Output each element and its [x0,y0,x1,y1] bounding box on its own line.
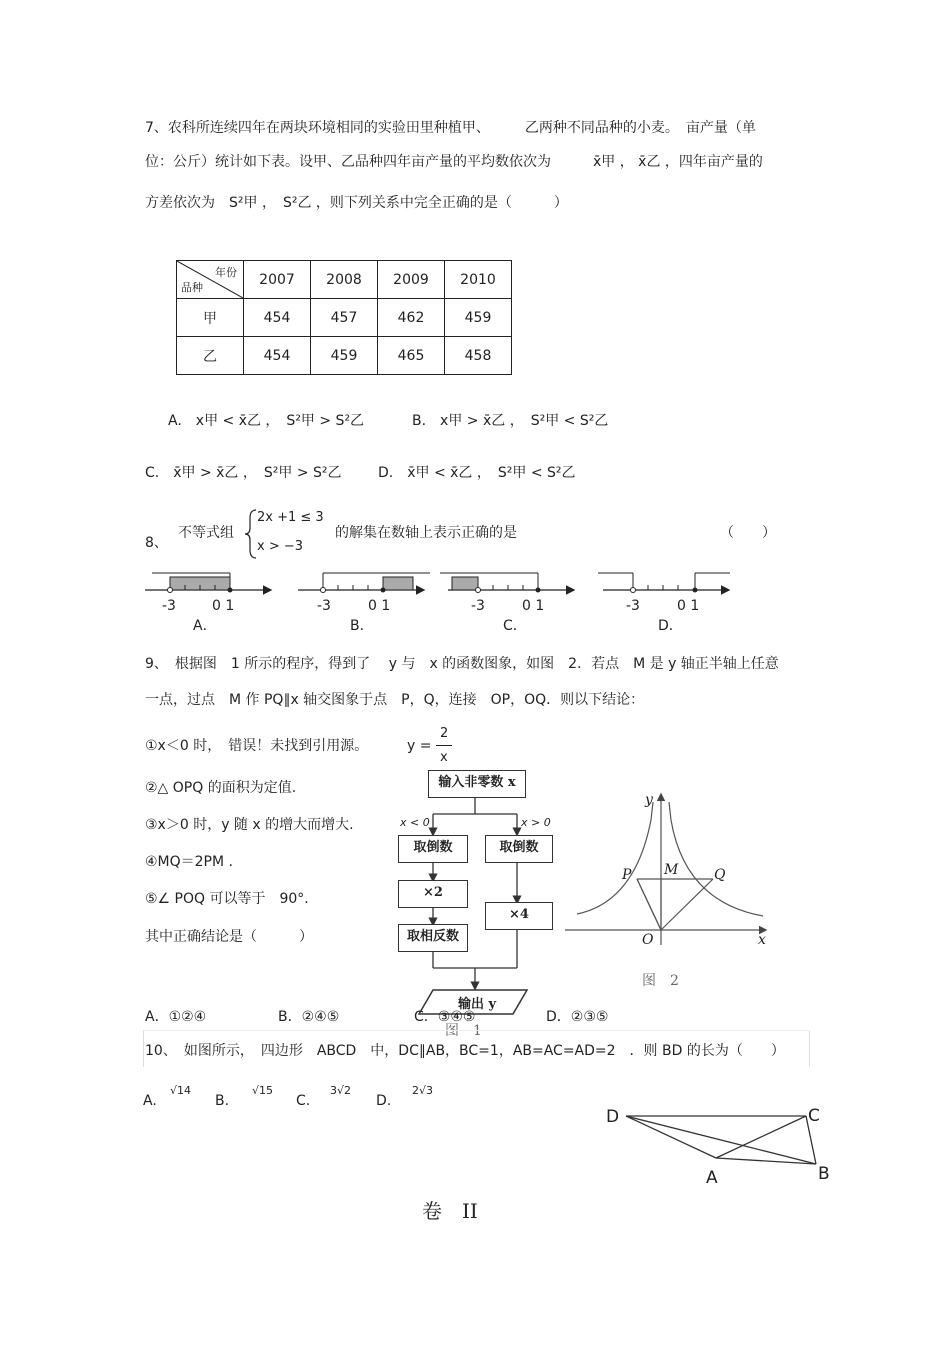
q7-line3: 方差依次为 S²甲 ， S²乙 ，则下列关系中完全正确的是（ ） [145,195,568,211]
q7-option-c: C. x̄甲 > x̄乙 ， S²甲 > S²乙 [145,465,342,481]
q10-option-a: A. [143,1093,157,1109]
flow-recip-left: 取倒数 [398,835,468,863]
q9-option-b: B．②④⑤ [278,1009,340,1025]
header-kind: 品种 [181,281,203,294]
flow-branch-lt: x < 0 [400,816,430,829]
q9-option-a: A．①②④ [145,1009,207,1025]
quadrilateral-figure [620,1108,820,1170]
table-header-cell [177,261,244,299]
flow-recip-right: 取倒数 [485,835,553,863]
value-cell: 454 [244,299,311,337]
flow-output: 输出 y [458,997,497,1012]
q8-number: 8、 [145,535,168,551]
number-line-d [598,573,730,593]
q10-value-b: √15 [252,1084,274,1097]
value-cell: 465 [378,337,445,375]
line-c-label: C． [503,618,527,634]
value-cell: 454 [244,337,311,375]
line-a-right-label: 0 1 [212,598,235,614]
value-cell: 459 [445,299,512,337]
q7-line1: 7、农科所连续四年在两块环境相同的实验田里种植甲、 乙两种不同品种的小麦。 亩产量（单 [145,120,756,136]
flow-times2: ×2 [398,880,468,908]
year-cell: 2007 [244,261,311,299]
q8-inequality-2: x > −3 [257,539,304,554]
value-cell: 459 [311,337,378,375]
line-a-left-label: -3 [162,598,176,614]
q9-conclusion-2: ②△ OPQ 的面积为定值. [145,780,297,796]
q9-ask: 其中正确结论是（ ） [145,929,313,945]
q9-func-y: y = [407,738,432,754]
q10-value-a: √14 [170,1084,192,1097]
number-line-a [145,573,270,593]
q10-option-b: B. [215,1093,230,1109]
kind-cell: 乙 [177,337,244,375]
year-cell: 2010 [445,261,512,299]
graph-x-label: x [758,932,766,948]
line-d-left-label: -3 [626,598,640,614]
fig-point-d: D [606,1107,620,1127]
q7-option-b: B. x甲 > x̄乙 ， S²甲 < S²乙 [412,413,609,429]
q10-value-d: 2√3 [412,1084,434,1097]
q7-line2: 位：公斤）统计如下表。设甲、乙品种四年亩产量的平均数依次为 x̄甲 ， x̄乙 ，四年亩产量的 [145,154,763,170]
graph-origin: O [642,932,654,948]
flow-branch-gt: x > 0 [521,816,551,829]
figure1-caption: 图 1 [445,1023,482,1039]
q8-inequality-1: 2x +1 ≤ 3 [257,510,324,525]
figure2-caption: 图 2 [642,973,679,989]
q9-conclusion-5: ⑤∠ POQ 可以等于 90°. [145,891,309,907]
q9-func-numerator: 2 [440,726,449,741]
q10-text: 10、 如图所示， 四边形 ABCD 中，DC∥AB，BC=1，AB=AC=AD=2 ．则 BD 的长为（ ） [145,1043,785,1059]
graph-point-q: Q [714,867,726,883]
q8-prefix: 不等式组 [178,525,234,541]
number-line-b [298,573,430,593]
q10-option-d: D. [376,1093,392,1109]
graph-point-p: P [622,867,632,883]
q7-option-d: D. x̄甲 < x̄乙 ， S²甲 < S²乙 [378,465,576,481]
flow-negate: 取相反数 [398,924,468,952]
flow-times4: ×4 [485,902,553,930]
fraction-bar [436,745,452,746]
q7-option-a: A. x甲 < x̄乙 ， S²甲 > S²乙 [168,413,365,429]
fig-point-b: B [818,1164,830,1184]
q9-func-denominator: x [440,750,448,765]
q9-conclusion-3: ③x＞0 时，y 随 x 的增大而增大. [145,817,354,833]
yield-table [176,260,512,375]
flow-input-box: 输入非零数 x [428,770,526,798]
q9-line2: 一点，过点 M 作 PQ∥x 轴交图象于点 P，Q，连接 OP，OQ．则以下结论： [145,692,645,708]
q10-value-c: 3√2 [330,1084,352,1097]
brace-icon [244,508,258,560]
line-a-label: A． [193,618,217,634]
q9-conclusion-4: ④MQ＝2PM . [145,854,233,870]
value-cell: 462 [378,299,445,337]
graph-point-m: M [664,862,679,878]
fig-point-c: C [808,1106,820,1126]
graph-y-label: y [645,792,653,808]
q9-line1: 9、 根据图 1 所示的程序，得到了 y 与 x 的函数图象，如图 2．若点 M 是 y 轴正半轴上任意 [145,656,779,672]
line-b-label: B． [350,618,374,634]
line-d-label: D． [658,618,683,634]
section-title: 卷 II [422,1199,478,1223]
year-cell: 2008 [311,261,378,299]
q10-option-c: C. [296,1093,311,1109]
fig-point-a: A [706,1168,718,1188]
q9-conclusion-1: ①x＜0 时， 错误！未找到引用源。 [145,738,369,754]
table-row [177,337,512,375]
value-cell: 458 [445,337,512,375]
number-line-c [440,573,573,593]
header-year: 年份 [215,266,237,279]
year-cell: 2009 [378,261,445,299]
table-row [177,299,512,337]
line-b-right-label: 0 1 [368,598,391,614]
q9-option-c: C．③④⑤ [414,1009,476,1025]
value-cell: 457 [311,299,378,337]
line-b-left-label: -3 [317,598,331,614]
line-d-right-label: 0 1 [677,598,700,614]
q8-answer-paren: （ ） [720,525,776,541]
line-c-left-label: -3 [471,598,485,614]
q9-option-d: D．②③⑤ [546,1009,609,1025]
q8-suffix: 的解集在数轴上表示正确的是 [335,525,517,541]
line-c-right-label: 0 1 [522,598,545,614]
kind-cell: 甲 [177,299,244,337]
